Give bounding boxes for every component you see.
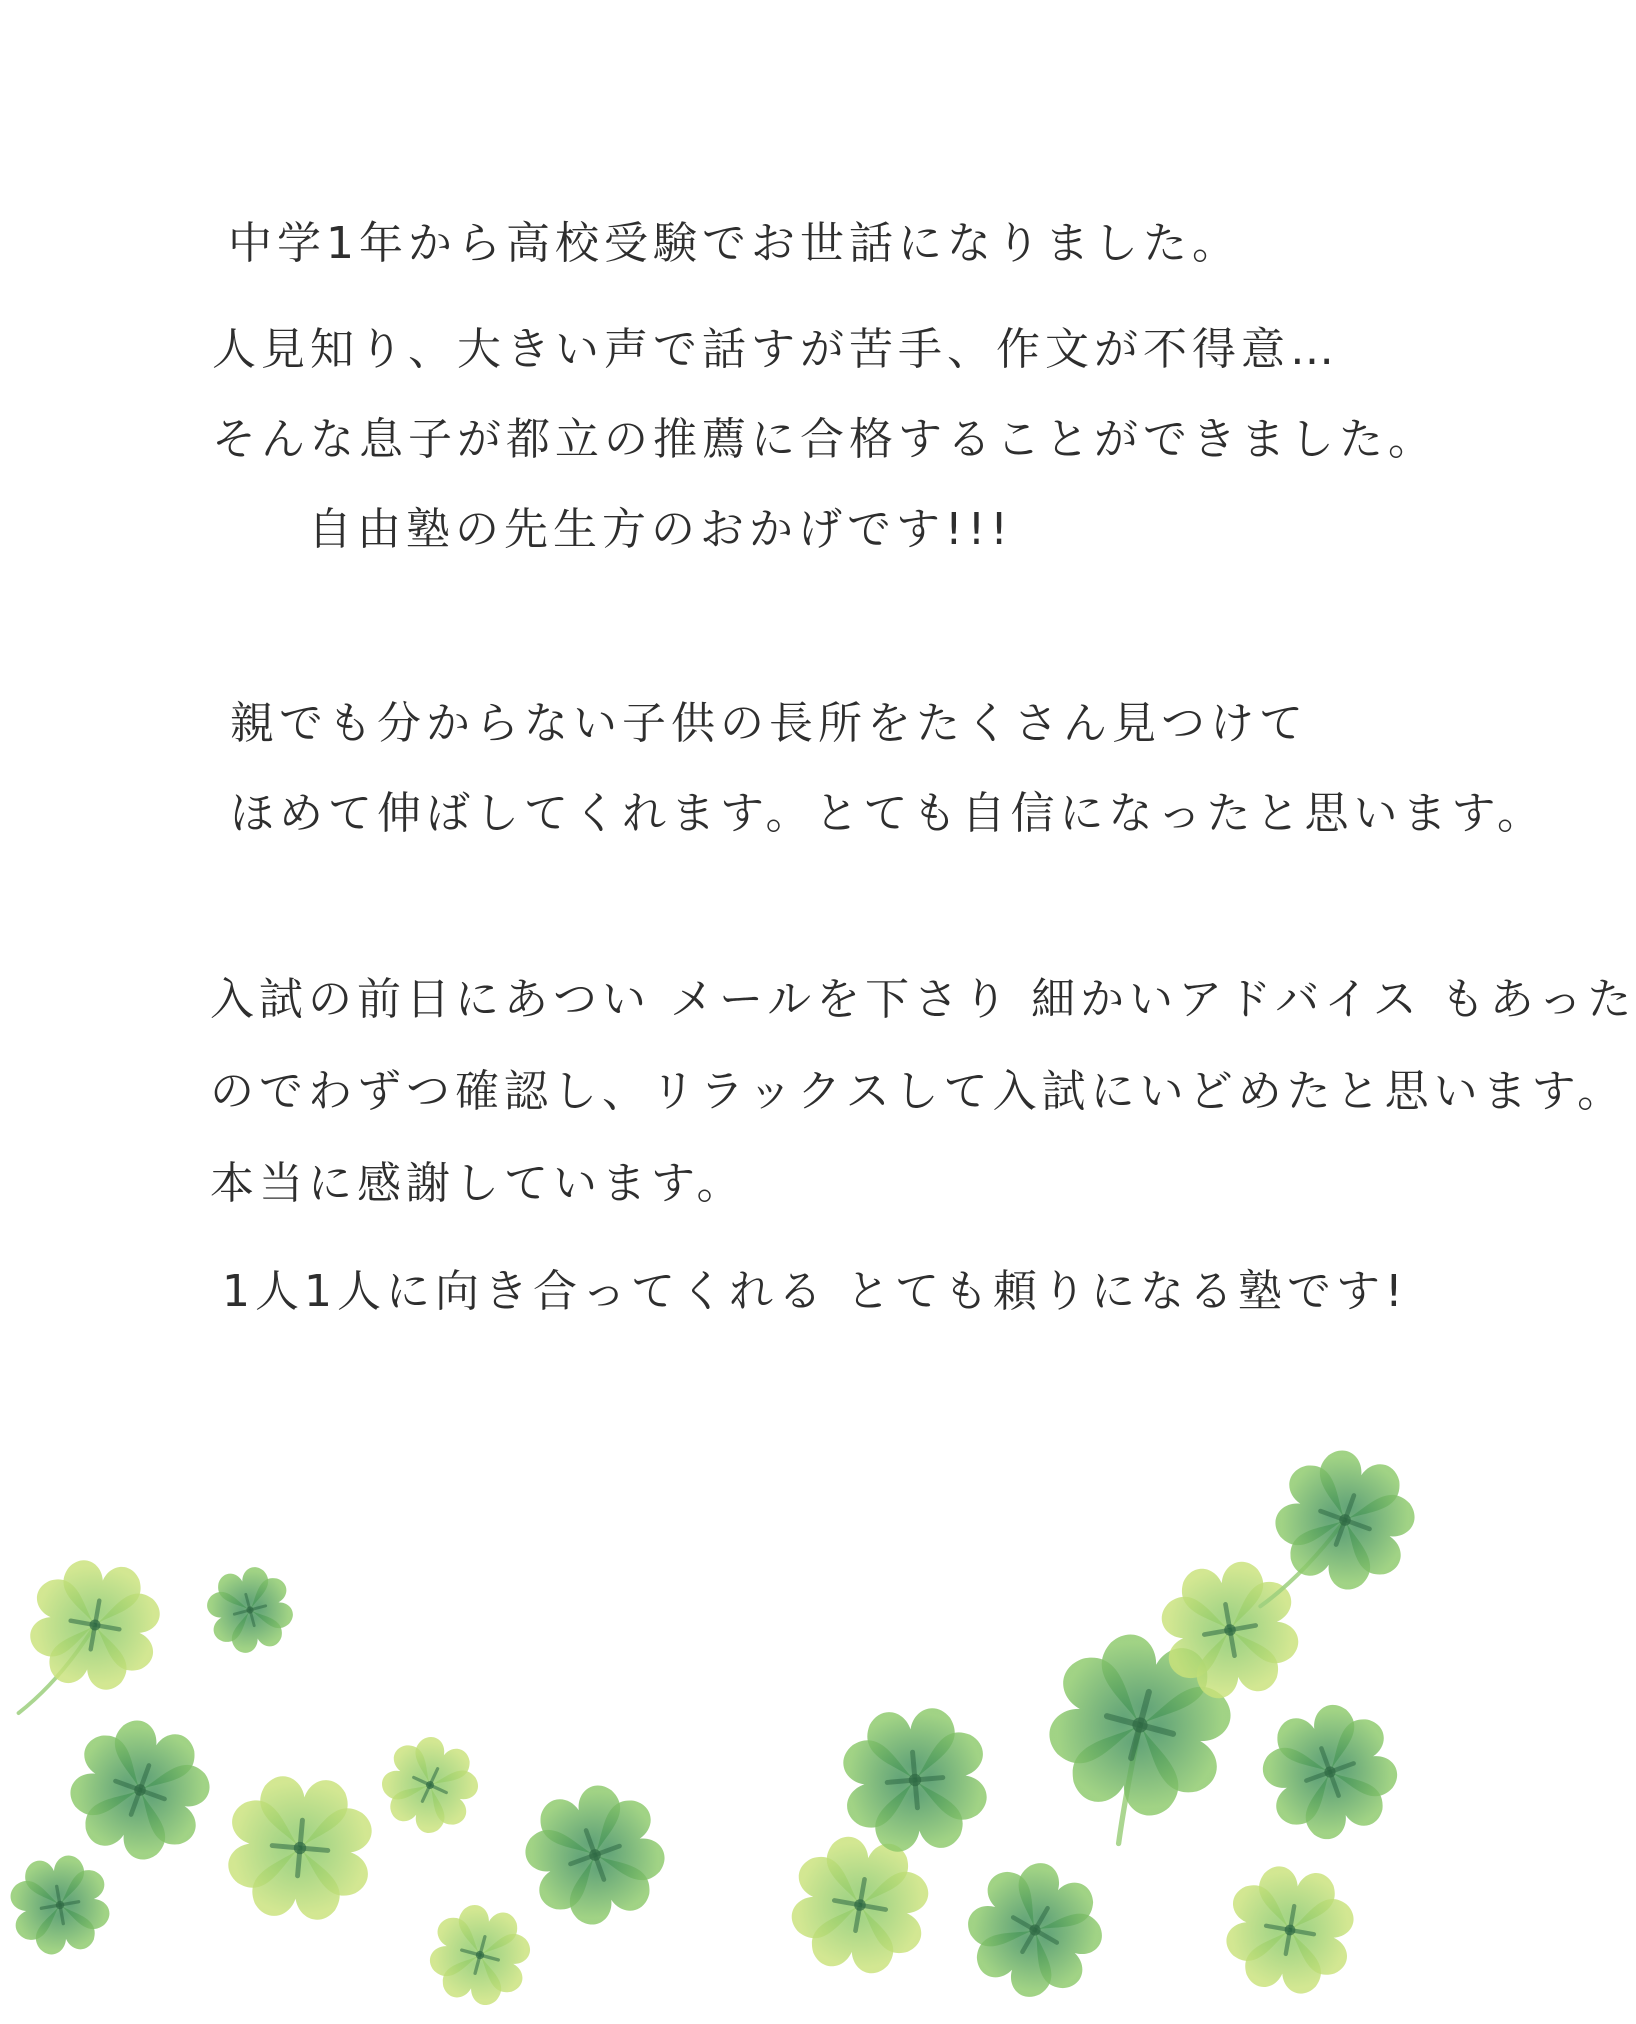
four-leaf-clover-icon [16, 1553, 166, 1734]
four-leaf-clover-icon [511, 1771, 679, 1939]
letter-line: 1人1人に向き合ってくれる とても頼りになる塾です! [222, 1266, 1408, 1317]
four-leaf-clover-icon [1249, 1691, 1411, 1853]
four-leaf-clover-icon [56, 1706, 224, 1874]
letter-line: 自由塾の先生方のおかげです!!! [308, 504, 1013, 555]
four-leaf-clover-icon [224, 1772, 376, 1924]
four-leaf-clover-icon [784, 1829, 936, 1981]
four-leaf-clover-icon [5, 1850, 115, 1960]
letter-line: 親でも分からない子供の長所をたくさん見つけて [230, 698, 1308, 749]
four-leaf-clover-icon [949, 1844, 1122, 2017]
clover-border [0, 1400, 1433, 2024]
letter-line: 入試の前日にあつい メールを下さり 細かいアドバイス もあった [210, 974, 1636, 1025]
letter-line: 本当に感謝しています。 [210, 1158, 746, 1209]
four-leaf-clover-icon [1219, 1859, 1360, 2000]
letter-line: そんな息子が都立の推薦に合格することができました。 [212, 414, 1437, 465]
letter-line: 中学1年から高校受験でお世話になりました。 [228, 218, 1241, 269]
letter-line: ほめて伸ばしてくれます。とても自信になったと思います。 [230, 788, 1546, 839]
four-leaf-clover-icon [200, 1560, 300, 1660]
four-leaf-clover-icon [370, 1725, 490, 1845]
four-leaf-clover-icon [839, 1704, 991, 1856]
four-leaf-clover-icon [422, 1897, 538, 2013]
letter-line: のでわずつ確認し、リラックスして入試にいどめたと思います。 [210, 1066, 1627, 1117]
letter-line: 人見知り、大きい声で話すが苦手、作文が不得意… [212, 324, 1339, 375]
